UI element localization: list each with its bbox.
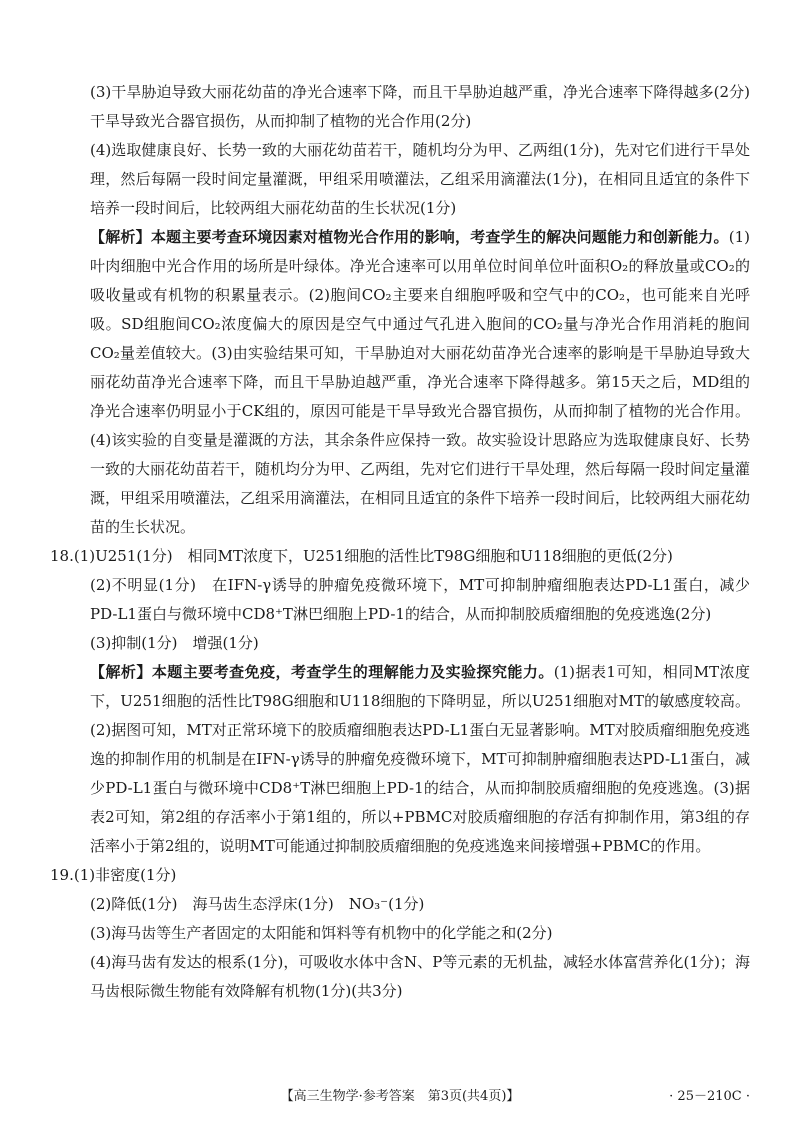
answer-text: (2)不明显(1分) 在IFN-γ诱导的肿瘤免疫微环境下，MT可抑制肿瘤细胞表达PD-L1蛋白，减少PD-L1蛋白与微环境中CD8⁺T淋巴细胞上PD-1的结合，从而抑制胶质瘤细胞的免疫逃逸(2分) — [90, 576, 750, 623]
answer-19-1 — [50, 861, 750, 890]
answer-text: 19.(1)非密度(1分) — [50, 866, 177, 884]
answer-19-2 — [50, 890, 750, 919]
analysis-heading: 【解析】本题主要考查环境因素对植物光合作用的影响，考查学生的解决问题能力和创新能力。 — [90, 228, 729, 246]
analysis-17 — [50, 223, 750, 542]
answer-text: (4)海马齿有发达的根系(1分)，可吸收水体中含N、P等元素的无机盐，减轻水体富营养化(1分)；海马齿根际微生物能有效降解有机物(1分)(共3分) — [90, 953, 750, 1000]
answer-17-3 — [50, 78, 766, 136]
answer-text: (4)选取健康良好、长势一致的大丽花幼苗若干，随机均分为甲、乙两组(1分)，先对它们进行干旱处理，然后每隔一段时间定量灌溉，甲组采用喷灌法，乙组采用滴灌法(1分)，在相同且适宜的条件下培养一段时间后，比较两组大丽花幼苗的生长状况(1分) — [90, 141, 750, 217]
answer-18-3 — [50, 629, 750, 658]
answer-text: (3)海马齿等生产者固定的太阳能和饵料等有机物中的化学能之和(2分) — [90, 924, 553, 942]
analysis-text: (1)据表1可知，相同MT浓度下，U251细胞的活性比T98G细胞和U118细胞的下降明显，所以U251细胞对MT的敏感度较高。(2)据图可知，MT对正常环境下的胶质瘤细胞表达PD-L1蛋白无显著影响。MT对胶质瘤细胞免疫逃逸的抑制作用的机制是在IFN-γ诱导的肿瘤免疫微环境下，MT可抑制肿瘤细胞表达PD-L1蛋白，减少PD-L1蛋白与微环境中CD8⁺T淋巴细胞上PD-1的结合，从而抑制胶质瘤细胞的免疫逃逸。(3)据表2可知，第2组的存活率小于第1组的，所以+PBMC对胶质瘤细胞的存活有抑制作用，第3组的存活率小于第2组的，说明MT可能通过抑制胶质瘤细胞的免疫逃逸来间接增强+PBMC的作用。 — [90, 663, 750, 855]
footer-code: · 25－210C · — [669, 1089, 750, 1104]
answer-text: (3)抑制(1分) 增强(1分) — [90, 634, 259, 652]
answer-text: (2)降低(1分) 海马齿生态浮床(1分) NO₃⁻(1分) — [90, 895, 425, 913]
answer-19-3 — [50, 919, 750, 948]
answer-18-1 — [50, 542, 750, 571]
footer-page-info: 【高三生物学·参考答案 第3页(共4页)】 — [280, 1089, 520, 1104]
answer-text: (3)干旱胁迫导致大丽花幼苗的净光合速率下降，而且干旱胁迫越严重，净光合速率下降得越多(2分) 干旱导致光合器官损伤，从而抑制了植物的光合作用(2分) — [90, 83, 766, 130]
answer-18-2 — [50, 571, 750, 629]
analysis-text: (1)叶肉细胞中光合作用的场所是叶绿体。净光合速率可以用单位时间单位叶面积O₂的释放量或CO₂的吸收量或有机物的积累量表示。(2)胞间CO₂主要来自细胞呼吸和空气中的CO₂，也可能来自光呼吸。SD组胞间CO₂浓度偏大的原因是空气中通过气孔进入胞间的CO₂量与净光合作用消耗的胞间CO₂量差值较大。(3)由实验结果可知，干旱胁迫对大丽花幼苗净光合速率的影响是干旱胁迫导致大丽花幼苗净光合速率下降，而且干旱胁迫越严重，净光合速率下降得越多。第15天之后，MD组的净光合速率仍明显小于CK组的，原因可能是干旱导致光合器官损伤，从而抑制了植物的光合作用。(4)该实验的自变量是灌溉的方法，其余条件应保持一致。故实验设计思路应为选取健康良好、长势一致的大丽花幼苗若干，随机均分为甲、乙两组，先对它们进行干旱处理，然后每隔一段时间定量灌溉，甲组采用喷灌法，乙组采用滴灌法，在相同且适宜的条件下培养一段时间后，比较两组大丽花幼苗的生长状况。 — [90, 228, 751, 536]
analysis-heading: 【解析】本题主要考查免疫，考查学生的理解能力及实验探究能力。 — [90, 663, 554, 681]
answer-17-4 — [50, 136, 750, 223]
answer-19-4 — [50, 948, 750, 1006]
analysis-18 — [50, 658, 750, 861]
answer-text: 18.(1)U251(1分) 相同MT浓度下，U251细胞的活性比T98G细胞和U118细胞的更低(2分) — [50, 547, 673, 565]
page-footer — [0, 1085, 800, 1109]
answer-content — [50, 78, 766, 1006]
